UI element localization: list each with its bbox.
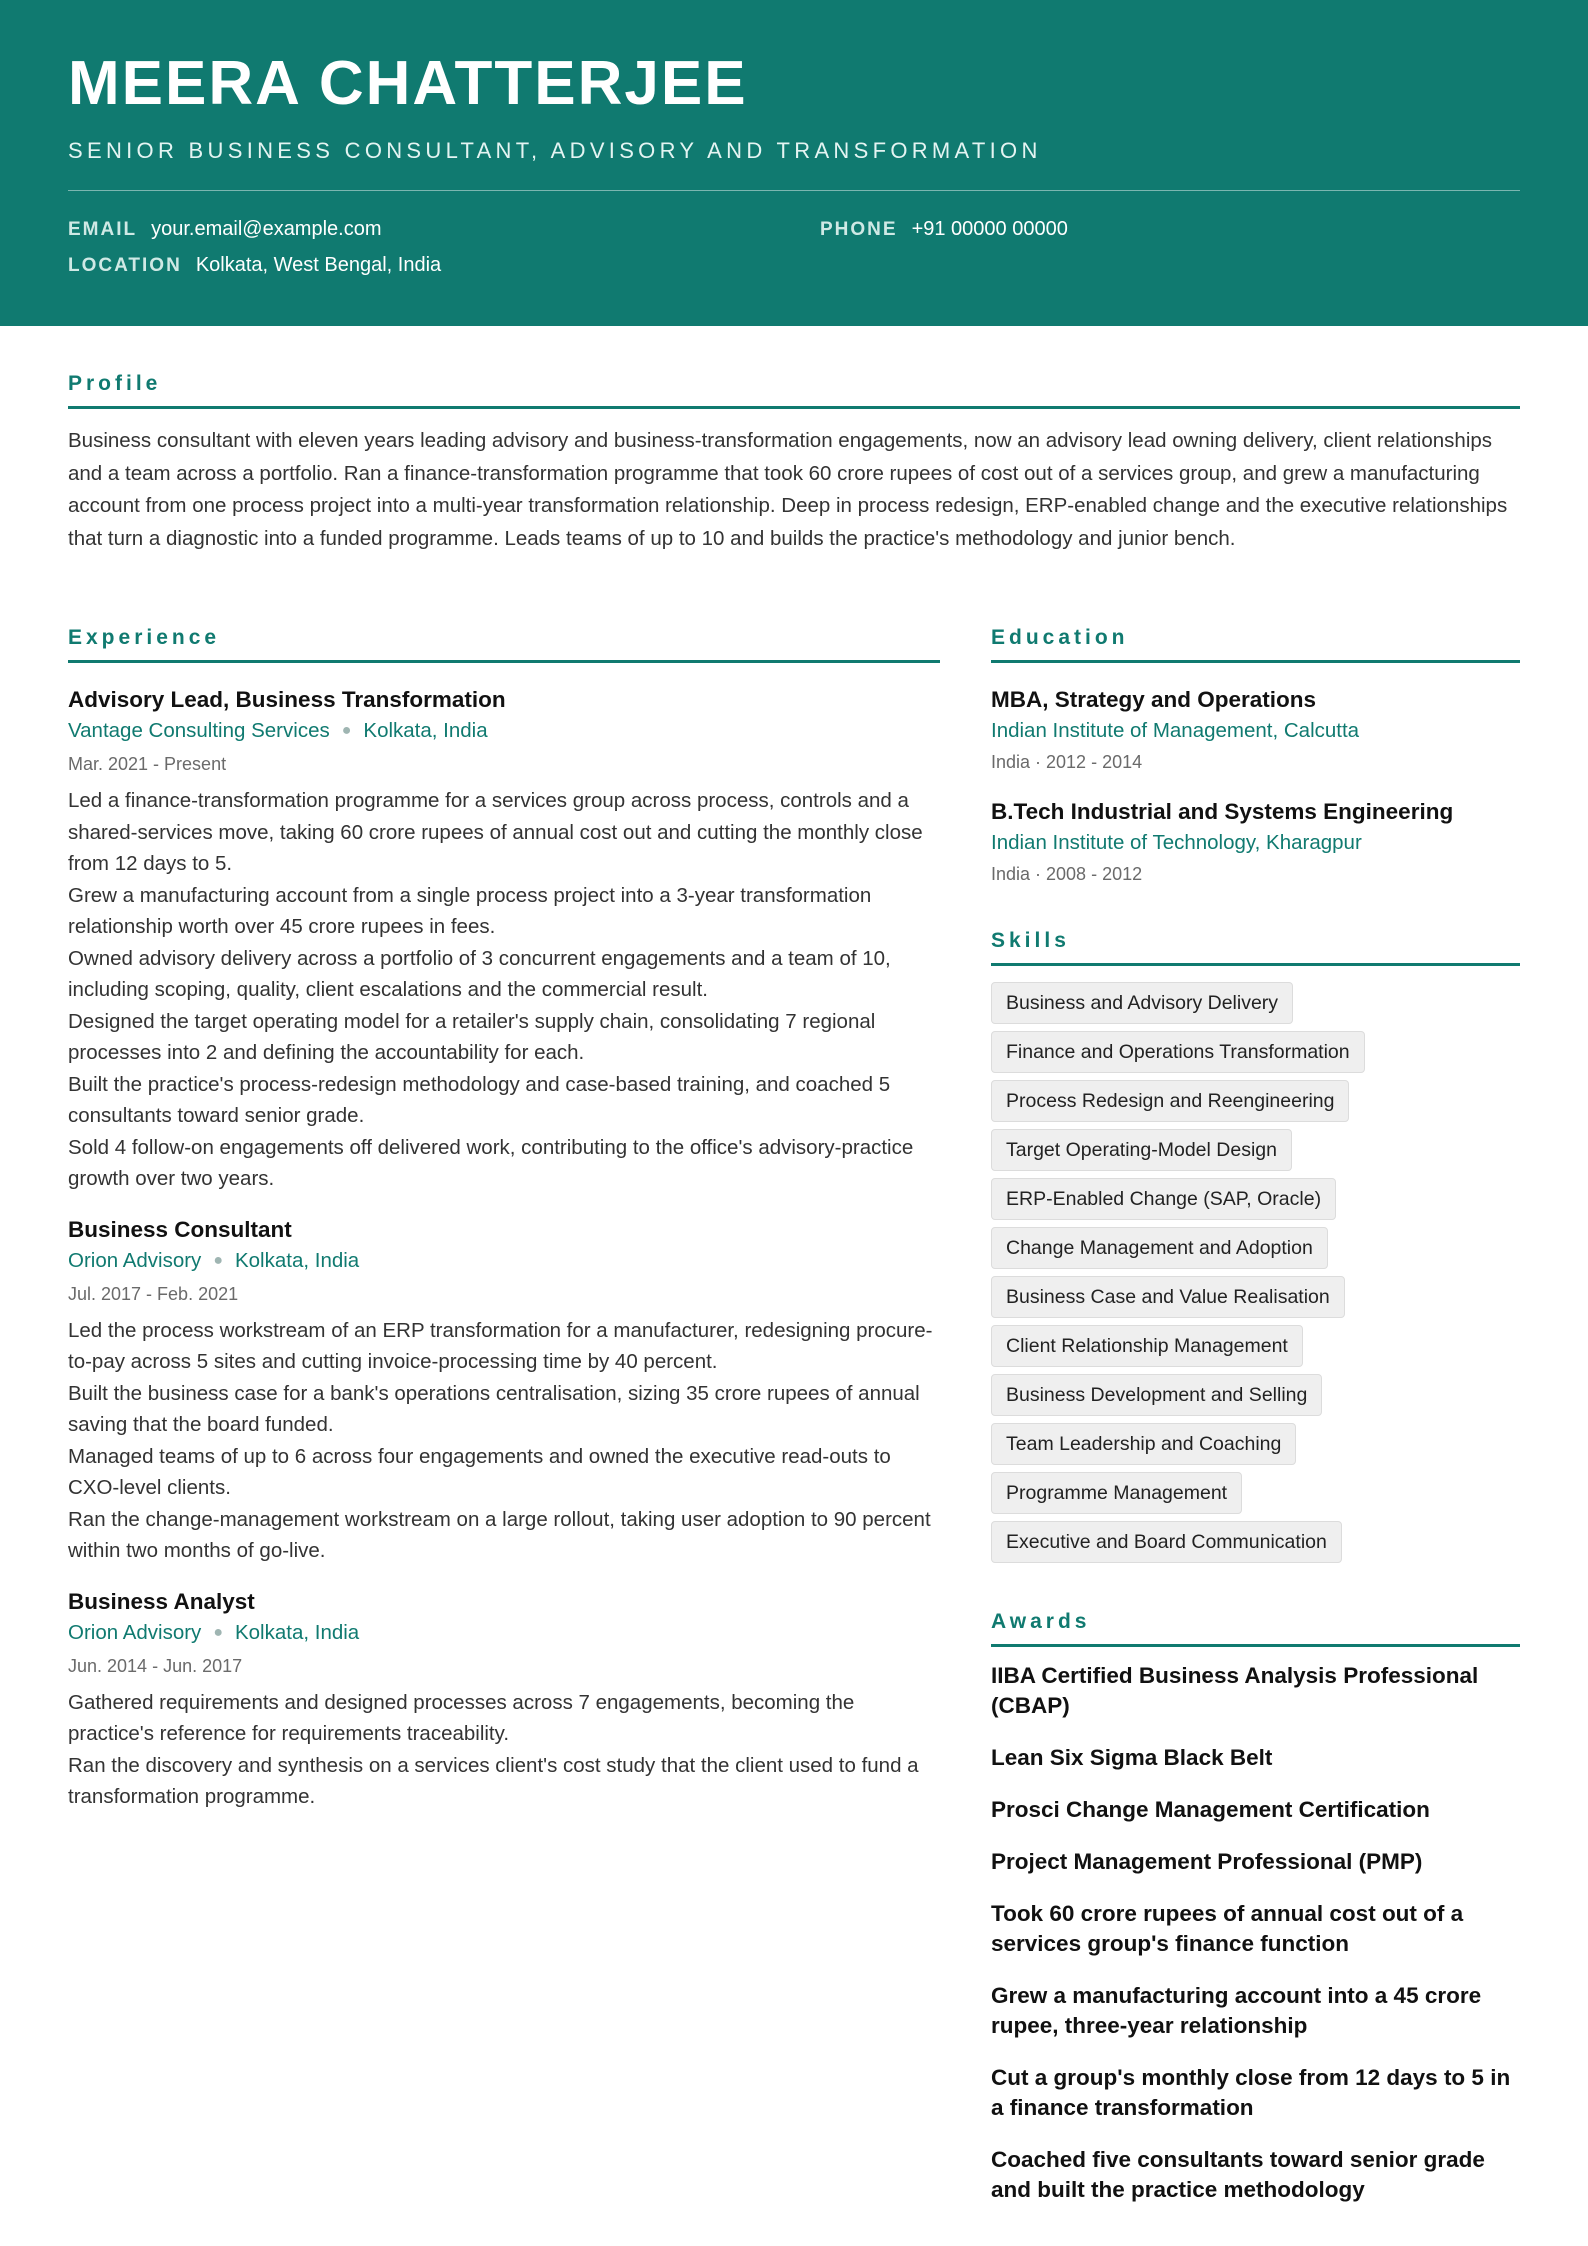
skill-chip: Change Management and Adoption [991,1227,1328,1269]
company-name: Vantage Consulting Services [68,719,330,742]
job-dates: Mar. 2021 - Present [68,754,227,774]
profile-summary: Business consultant with eleven years leading advisory and business-transformation engagements, now an advisory lead owning delivery, client relationships and a team across a portfolio. Ran a finance-transformation programme that took 60 crore rupees of cost out of a services group, and grew a manufacturing account from one process project into a multi-year transformation relationship. Deep in process redesign, ERP-enabled change and the executive relationships that turn a diagnostic into a funded programme. Leads teams of up to 10 and builds the practice's methodology and junior bench. [68,429,1508,550]
resume-header [0,0,1588,326]
job-entry [68,685,940,1195]
degree-title: MBA, Strategy and Operations [991,687,1317,712]
award-item: Lean Six Sigma Black Belt [991,1745,1273,1770]
skill-chip: Process Redesign and Reengineering [991,1080,1349,1122]
profile-section [68,372,1520,555]
job-bullet: Grew a manufacturing account from a single process project into a 3-year transformation relationship worth over 45 crore rupees in fees. [68,883,872,938]
job-location: Kolkata, India [234,1248,360,1272]
skill-chip: ERP-Enabled Change (SAP, Oracle) [991,1178,1336,1220]
job-bullets [68,785,940,1195]
job-bullet: Designed the target operating model for a retailer's supply chain, consolidating 7 regional processes into 2 and defining the accountability for each. [68,1009,876,1064]
phone-label: PHONE [820,219,898,240]
skill-chip: Target Operating-Model Design [991,1129,1292,1171]
education-meta: India · 2012 - 2014 [991,752,1143,772]
award-item: Project Management Professional (PMP) [991,1849,1423,1874]
company-name: Orion Advisory [68,1248,202,1272]
skill-chip: Finance and Operations Transformation [991,1031,1365,1073]
location-value: Kolkata, West Bengal, India [195,254,442,276]
award-item: IIBA Certified Business Analysis Professional (CBAP) [991,1663,1479,1718]
job-location: Kolkata, India [363,719,488,742]
separator-dot-icon: ● [213,1623,223,1641]
skill-chip: Executive and Board Communication [991,1521,1342,1563]
skills-section [991,929,1520,1570]
job-dates: Jul. 2017 - Feb. 2021 [68,1283,239,1304]
candidate-headline: SENIOR BUSINESS CONSULTANT, ADVISORY AND TRANSFORMATION [68,138,1042,163]
separator-dot-icon: ● [213,1251,223,1269]
job-org [68,1617,940,1651]
sidebar-column [991,626,1520,2227]
email-label: EMAIL [68,219,138,240]
job-title: Advisory Lead, Business Transformation [68,687,506,712]
job-entry [68,1587,940,1813]
job-dates: Jun. 2014 - Jun. 2017 [68,1655,243,1676]
candidate-name: MEERA CHATTERJEE [68,49,748,118]
location-label: LOCATION [68,255,182,276]
award-item: Cut a group's monthly close from 12 days to 5 in a finance transformation [991,2065,1511,2120]
job-location: Kolkata, India [234,1620,360,1644]
job-org [68,715,940,749]
header-divider [68,190,1520,191]
skill-chip: Business Case and Value Realisation [991,1276,1345,1318]
company-name: Orion Advisory [68,1620,202,1644]
separator-dot-icon: ● [341,722,352,739]
education-meta: India · 2008 - 2012 [991,864,1143,884]
job-bullet: Built the practice's process-redesign methodology and case-based training, and coached 5 consultants toward senior grade. [68,1072,891,1127]
job-title: Business Analyst [68,1588,255,1614]
job-bullet: Ran the change-management workstream on a large rollout, taking user adoption to 90 percent within two months of go-live. [68,1507,931,1562]
job-bullet: Owned advisory delivery across a portfolio of 3 concurrent engagements and a team of 10, including scoping, quality, client escalations and the commercial result. [68,946,891,1001]
award-item: Grew a manufacturing account into a 45 crore rupee, three-year relationship [991,1983,1482,2038]
profile-heading: Profile [68,372,1520,409]
skill-chip: Business Development and Selling [991,1374,1322,1416]
award-list [991,1661,1520,2205]
award-item: Coached five consultants toward senior grade and built the practice methodology [991,2147,1485,2202]
skill-chip: Business and Advisory Delivery [991,982,1293,1024]
degree-title: B.Tech Industrial and Systems Engineering [991,799,1454,824]
awards-heading: Awards [991,1610,1520,1647]
job-bullets [68,1315,940,1567]
job-bullets [68,1687,940,1813]
skill-chip: Programme Management [991,1472,1242,1514]
job-bullet: Sold 4 follow-on engagements off delivered work, contributing to the office's advisory-practice growth over two years. [68,1135,914,1190]
institution-name: Indian Institute of Technology, Kharagpur [991,831,1362,854]
contact-location [68,254,441,277]
education-entry [991,797,1520,889]
job-bullet: Managed teams of up to 6 across four engagements and owned the executive read-outs to CXO-level clients. [68,1444,891,1499]
phone-value[interactable]: +91 00000 00000 [911,218,1068,240]
award-item: Took 60 crore rupees of annual cost out of a services group's finance function [991,1901,1464,1956]
job-bullet: Led the process workstream of an ERP transformation for a manufacturer, redesigning procure-to-pay across 5 sites and cutting invoice-processing time by 40 percent. [68,1318,933,1373]
skill-chip: Team Leadership and Coaching [991,1423,1296,1465]
skill-chip-list [991,982,1520,1570]
job-bullet: Ran the discovery and synthesis on a services client's cost study that the client used to fund a transformation programme. [68,1753,919,1808]
skills-heading: Skills [991,929,1520,966]
job-list [68,685,940,1813]
email-value[interactable]: your.email@example.com [151,218,382,240]
job-bullet: Gathered requirements and designed processes across 7 engagements, becoming the practice's reference for requirements traceability. [68,1690,855,1745]
institution-name: Indian Institute of Management, Calcutta [991,719,1360,742]
experience-section [68,626,940,1813]
contact-email [68,218,382,241]
job-title: Business Consultant [68,1216,292,1242]
education-entry [991,685,1520,777]
education-heading: Education [991,626,1520,663]
job-bullet: Built the business case for a bank's operations centralisation, sizing 35 crore rupees of annual saving that the board funded. [68,1381,920,1436]
education-section [991,626,1520,889]
contact-phone [820,218,1068,241]
job-org [68,1245,940,1279]
skill-chip: Client Relationship Management [991,1325,1303,1367]
awards-section [991,1610,1520,2205]
job-bullet: Led a finance-transformation programme for a services group across process, controls and a shared-services move, taking 60 crore rupees of annual cost out and cutting the monthly close from 12 days to 5. [68,789,923,875]
job-entry [68,1215,940,1567]
award-item: Prosci Change Management Certification [991,1797,1430,1822]
experience-heading: Experience [68,626,940,663]
